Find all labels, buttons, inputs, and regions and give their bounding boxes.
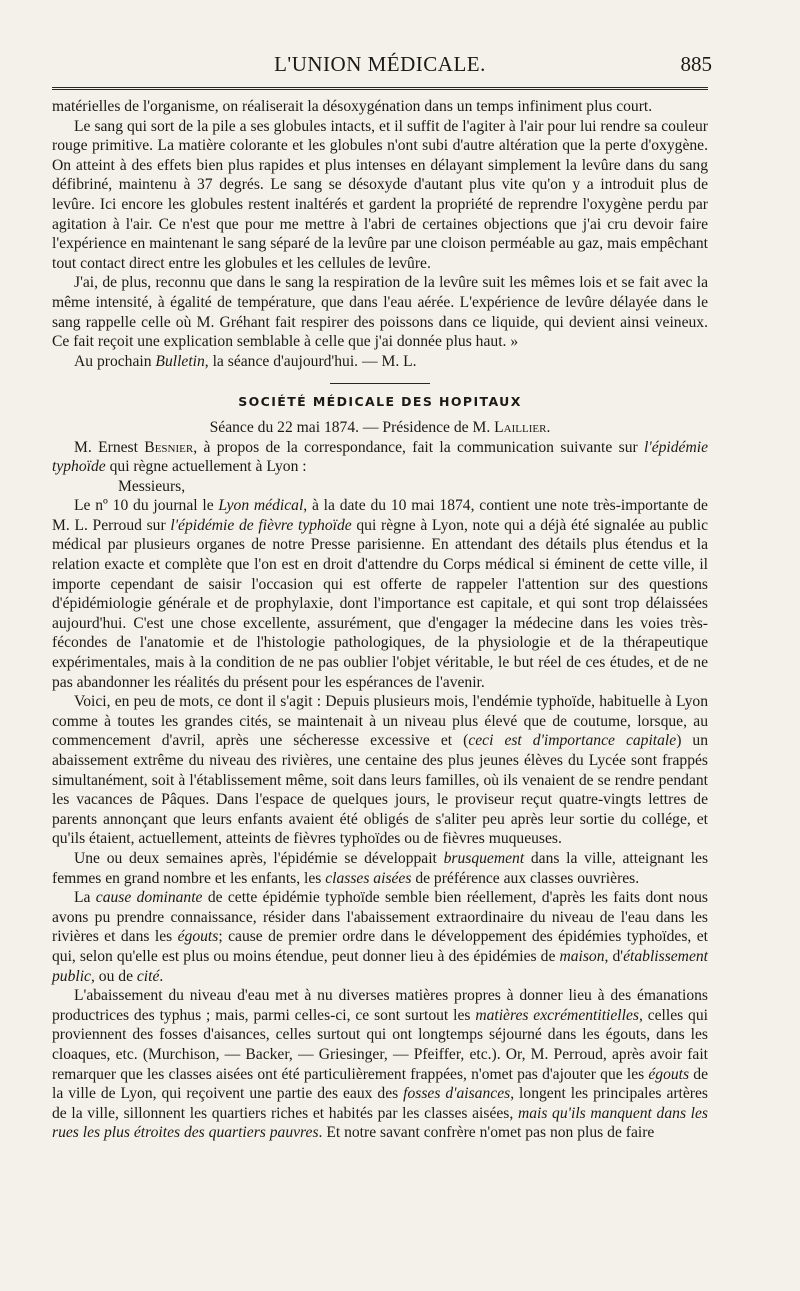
president-name: Laillier <box>494 418 547 436</box>
article-body <box>52 97 708 1143</box>
paragraph-water-level: L'abaissement du niveau d'eau met à nu diverses matières propres à donner lieu à des émanations productrices des typhus ; mais, parmi celles-ci, ce sont surtout les matières excrémentitielles, celles qui proviennent des fosses d'aisances, celles surtout qui ont longtemps séjourné dans les égouts, dans les cloaques, etc. (Murchison, — Backer, — Griesinger, — Pfeiffer, etc.). Or, M. Perroud, après avoir fait remarquer que les classes aisées ont été particulièrement frappées, n'omet pas d'ajouter que les égouts de la ville de Lyon, qui reçoivent une partie des eaux des fosses d'aisances, longent les principales artères de la ville, sillonnent les quartiers riches et habités par les classes aisées, mais qu'ils manquent dans les rues les plus étroites des quartiers pauvres. Et notre savant confrère n'omet pas non plus de faire <box>52 987 708 1142</box>
paragraph-lyon-medical: Le nº 10 du journal le Lyon médical, à la date du 10 mai 1874, contient une note très-importante de M. L. Perroud sur l'épidémie de fièvre typhoïde qui règne à Lyon, note qui a déjà été signalée au public médical par plusieurs organes de notre Presse parisienne. En attendant des détails plus étendus et la relation exacte et complète que l'on est en droit d'attendre du Corps médical si éminent de cette ville, il importe cependant de saisir l'occasion qui est offerte de rappeler l'attention sur des questions d'épidémiologie générale et de prophylaxie, dont l'importance est capitale, et qui sont trop délaissées aujourd'hui. C'est une chose excellente, assurément, que d'engager la médecine dans les voies très-fécondes de l'anatomie et de l'histologie pathologiques, de la physiologie et de la thérapeutique expérimentales, mais à la condition de ne pas oublier l'objet véritable, le but réel de ces études, et de ne pas abandonner les réalités du présent pour les espérances de l'avenir. <box>52 497 708 691</box>
paragraph-yeast-respiration: J'ai, de plus, reconnu que dans le sang la respiration de la levûre suit les mêmes lois et se fait avec la même intensité, à égalité de température, que dans l'eau aérée. L'expérience de levûre délayée dans le sang rappelle celle où M. Gréhant fait respirer des poissons dans ce liquide, qui devient ainsi veineux. Ce fait reçoit une explication semblable à celle que j'ai donnée plus haut. » <box>52 274 708 351</box>
running-header <box>52 52 712 82</box>
bulletin-italic: Bulletin <box>155 352 205 370</box>
paragraph-besnier-intro: M. Ernest Besnier, à propos de la correspondance, fait la communication suivante sur l'épidémie typhoïde qui règne actuellement à Lyon : <box>52 438 708 476</box>
journal-title: L'UNION MÉDICALE. <box>274 52 486 76</box>
header-rule <box>52 87 708 90</box>
page-number: 885 <box>680 52 712 76</box>
salutation: Messieurs, <box>118 477 186 495</box>
section-divider <box>330 383 430 384</box>
paragraph-continuation: matérielles de l'organisme, on réaliserait la désoxygénation dans un temps infiniment plus court. <box>52 98 653 115</box>
paragraph-next-bulletin: Au prochain Bulletin, la séance d'aujourd'hui. — M. L. <box>74 352 417 370</box>
paragraph-epidemic-spread: Une ou deux semaines après, l'épidémie se développait brusquement dans la ville, atteignant les femmes en grand nombre et les enfants, les classes aisées de préférence aux classes ouvrières. <box>52 849 709 887</box>
seance-line: Séance du 22 mai 1874. — Présidence de M. Laillier. <box>209 418 551 436</box>
paragraph-voici: Voici, en peu de mots, ce dont il s'agit : Depuis plusieurs mois, l'endémie typhoïde, habituelle à Lyon comme à toutes les grandes cités, se maintenait à un niveau plus élevé que de coutume, lorsque, au commencement d'avril, après une sécheresse excessive et (ceci est d'importance capitale) un abaissement extrême du niveau des rivières, une centaine des plus jeunes élèves du Lycée sont frappés simultanément, soit à l'établissement même, soit dans leurs familles, où ils venaient de se rendre pendant les vacances de Pâques. Dans l'espace de quelques jours, le proviseur reçut quatre-vingts lettres de parents annonçant que leurs enfants avaient été obligés de s'aliter peu après leur sortie du collége, et qu'ils étaient, actuellement, atteints de fièvres typhoïdes ou de fièvres muqueuses. <box>52 693 708 848</box>
paragraph-dominant-cause: La cause dominante de cette épidémie typhoïde semble bien réellement, d'après les faits dont nous avons pu prendre connaissance, résider dans l'abaissement extraordinaire du niveau de l'eau dans les rivières et dans les égouts; cause de premier ordre dans le développement des épidémies typhoïdes, et qui, selon qu'elle est plus ou moins étendue, peut donner lieu à des épidémies de maison, d'établissement public, ou de cité. <box>52 889 708 985</box>
paragraph-blood-pile: Le sang qui sort de la pile a ses globules intacts, et il suffit de l'agiter à l'air pour lui rendre sa couleur rouge primitive. La matière colorante et les globules n'ont subi d'autre altération que la perte d'oxygène. On atteint à des effets bien plus rapides et plus intenses en délayant simplement la levûre dans du sang défibriné, maintenu à 37 degrés. Le sang se désoxyde d'autant plus vite qu'on y a introduit plus de levûre. Ici encore les globules restent inaltérés et gardent la propriété de reprendre l'oxygène perdu par agitation à l'air. Ce n'est que pour me mettre à l'abri de certaines objections que j'ai cru devoir faire l'expérience en maintenant le sang séparé de la levûre par une cloison perméable au gaz, mais empêchant tout contact direct entre les globules et les cellules de levûre. <box>52 117 708 272</box>
section-title: SOCIÉTÉ MÉDICALE DES HOPITAUX <box>238 394 522 410</box>
author-name: Besnier <box>144 438 194 456</box>
